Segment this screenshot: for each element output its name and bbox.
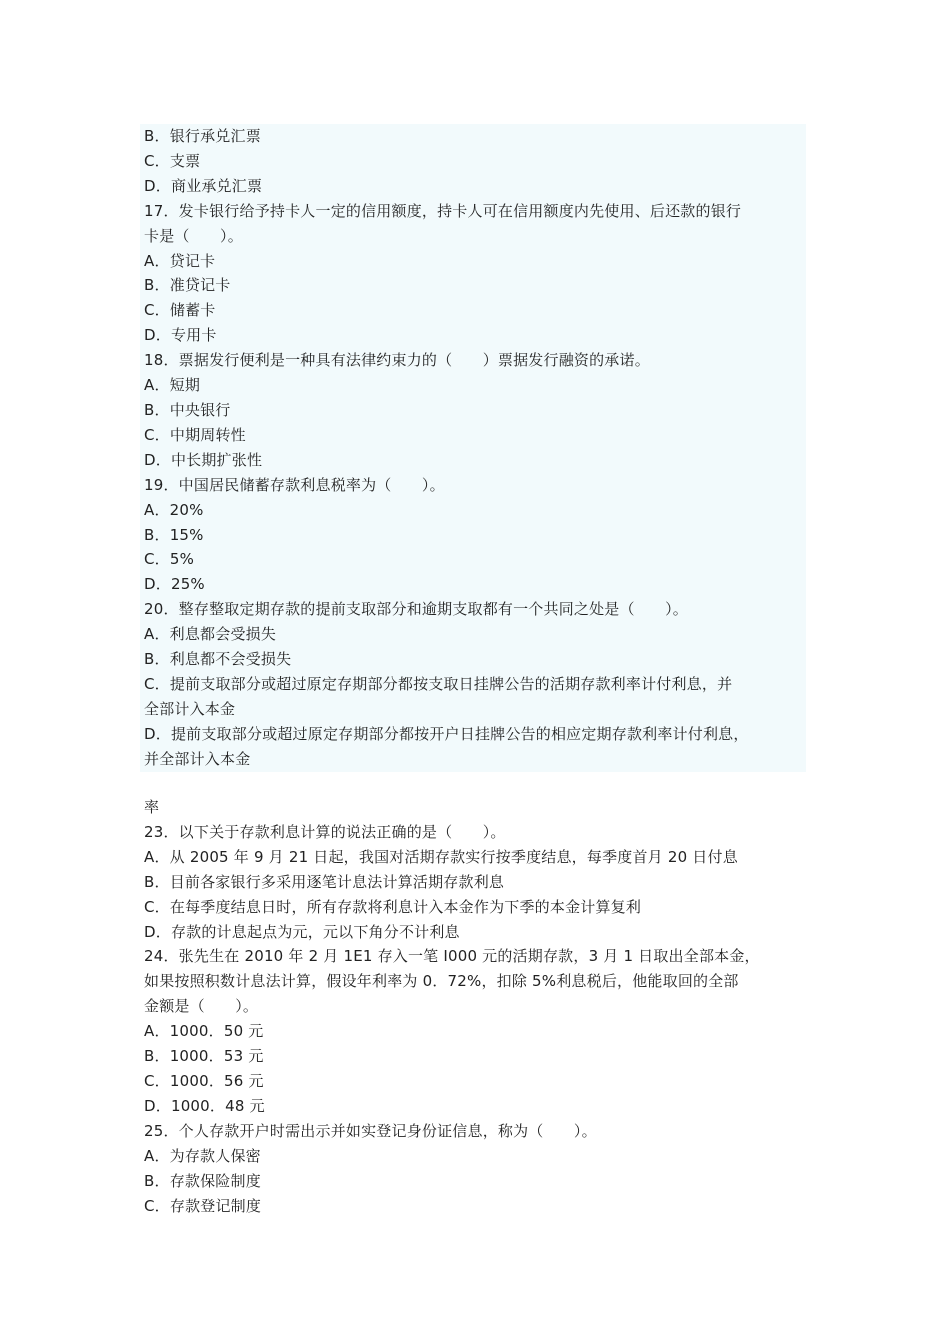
text-line: B．目前各家银行多采用逐笔计息法计算活期存款利息 <box>144 872 505 891</box>
text-line: D．25% <box>144 575 205 594</box>
text-line: B．15% <box>144 525 204 544</box>
text-line: 全部计入本金 <box>144 699 236 718</box>
text-line: C．提前支取部分或超过原定存期部分都按支取日挂牌公告的活期存款利率计付利息，并 <box>144 674 733 693</box>
text-line: 率 <box>144 798 160 816</box>
text-line: A．从 2005 年 9 月 21 日起，我国对活期存款实行按季度结息，每季度首月 20 日付息 <box>144 847 738 866</box>
text-line: A．贷记卡 <box>144 251 216 270</box>
question-block-shaded <box>140 124 806 772</box>
question-20-line: 20．整存整取定期存款的提前支取部分和逾期支取都有一个共同之处是（ ）。 <box>144 600 688 619</box>
question-18-line: 18．票据发行便利是一种具有法律约束力的（ ）票据发行融资的承诺。 <box>144 351 650 370</box>
text-line: B．存款保险制度 <box>144 1171 261 1190</box>
text-line: B．利息都不会受损失 <box>144 650 292 669</box>
question-24-line: 24．张先生在 2010 年 2 月 1E1 存入一笔 I000 元的活期存款，3 月 1 日取出全部本金， <box>144 947 760 966</box>
text-line: A．短期 <box>144 376 201 395</box>
text-line: C．中期周转性 <box>144 425 246 444</box>
text-line: D．商业承兑汇票 <box>144 176 263 195</box>
text-line: C．5% <box>144 550 195 569</box>
text-line: D．存款的计息起点为元，元以下角分不计利息 <box>144 922 460 941</box>
text-line: A．20% <box>144 500 204 519</box>
text-line: D．提前支取部分或超过原定存期部分都按开户日挂牌公告的相应定期存款利率计付利息， <box>144 724 749 743</box>
question-23-line: 23．以下关于存款利息计算的说法正确的是（ ）。 <box>144 822 506 841</box>
text-line: C．储蓄卡 <box>144 301 216 320</box>
text-line: D．1000．48 元 <box>144 1096 265 1115</box>
question-25-line: 25．个人存款开户时需出示并如实登记身份证信息，称为（ ）。 <box>144 1121 597 1140</box>
text-line: 卡是（ ）。 <box>144 226 243 245</box>
text-line: B．准贷记卡 <box>144 276 231 295</box>
text-line: C．在每季度结息日时，所有存款将利息计入本金作为下季的本金计算复利 <box>144 897 642 916</box>
text-line: 如果按照积数计息法计算，假设年利率为 0．72%，扣除 5%利息税后，他能取回的全部 <box>144 972 739 991</box>
text-line: 金额是（ ）。 <box>144 997 259 1016</box>
text-line: C．存款登记制度 <box>144 1196 262 1215</box>
text-line: B．中央银行 <box>144 400 231 419</box>
text-line: B．1000．53 元 <box>144 1047 264 1066</box>
text-line: A．1000．50 元 <box>144 1022 264 1041</box>
text-line: B．银行承兑汇票 <box>144 127 261 145</box>
text-line: D．专用卡 <box>144 326 217 345</box>
text-line: A．为存款人保密 <box>144 1146 261 1165</box>
text-line: D．中长期扩张性 <box>144 450 263 469</box>
question-17-line: 17．发卡银行给予持卡人一定的信用额度，持卡人可在信用额度内先使用、后还款的银行 <box>144 201 742 220</box>
question-19-line: 19．中国居民储蓄存款利息税率为（ ）。 <box>144 475 445 494</box>
text-line: C．1000．56 元 <box>144 1071 264 1090</box>
text-line: 并全部计入本金 <box>144 749 251 768</box>
question-block-plain <box>140 795 806 1218</box>
text-line: A．利息都会受损失 <box>144 625 277 644</box>
text-line: C．支票 <box>144 151 201 170</box>
